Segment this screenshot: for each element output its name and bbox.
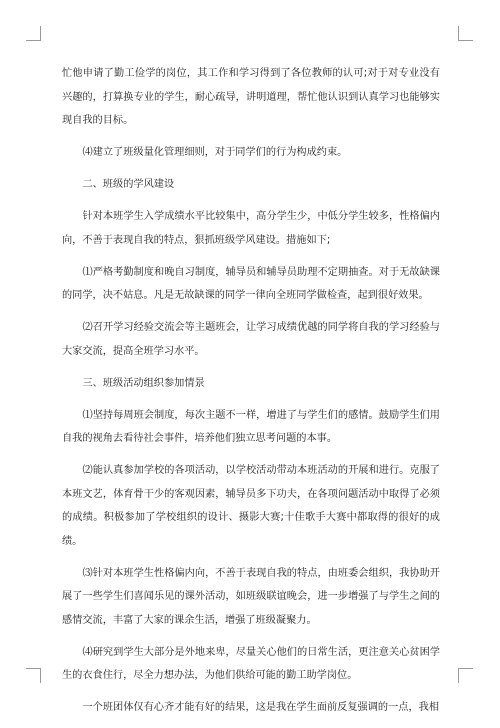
crop-mark-top-left [26, 26, 41, 41]
paragraph: ⑴坚持每周班会制度，每次主题不一样，增进了与学生们的感情。鼓励学生们用自我的视角去看待社会事件，培养他们独立思考问题的本事。 [62, 409, 440, 444]
paragraph: ⑷研究到学生大部分是外地来卑，尽量关心他们的日常生活，更注意关心贫困学生的衣食住行，尽全力想办法，为他们供给可能的勤工助学岗位。 [62, 646, 440, 681]
section-heading: 三、班级活动组织参加情景 [82, 377, 205, 389]
paragraph: ⑴严格考勤制度和晚自习制度，辅导员和辅导员助理不定期抽查。对于无故缺课的同学，决不姑息。凡是无故缺课的同学一律向全班同学做检查，起到很好效果。 [62, 266, 440, 301]
paragraph: ⑶针对本班学生性格偏内向，不善于表现自我的特点，由班委会组织，我协助开展了一些学生们喜闻乐见的课外活动，如班级联谊晚会，进一步增强了与学生之间的感情交流，丰富了大家的课余生活，增强了班级凝聚力。 [62, 567, 440, 626]
paragraph: 一个班团体仅有心齐才能有好的结果，这是我在学生面前反复强调的一点，我相 [82, 702, 440, 713]
document-body [62, 62, 440, 728]
paragraph: ⑵召开学习经验交流会等主题班会，让学习成绩优越的同学将自我的学习经验与大家交流，提高全班学习水平。 [62, 322, 440, 357]
paragraph: ⑷建立了班级量化管理细则，对于同学们的行为构成约束。 [82, 147, 348, 158]
crop-mark-bottom-right [458, 668, 473, 683]
section-heading: 二、班级的学风建设 [82, 179, 175, 190]
crop-mark-top-right [458, 26, 473, 41]
paragraph: 忙他申请了勤工俭学的岗位，其工作和学习得到了各位教师的认可;对于对专业没有兴趣的，打算换专业的学生，耐心疏导，讲明道理，帮忙他认识到认真学习也能够实现自我的目标。 [62, 68, 440, 126]
paragraph: ⑵能认真参加学校的各项活动，以学校活动带动本班活动的开展和进行。克服了本班文艺，体育骨干少的客观因素，辅导员多下功夫，在各项问题活动中取得了必须的成绩。积极参加了学校组织的设计、摄影大赛;十佳歌手大赛中都取得的很好的成绩。 [62, 465, 440, 547]
paragraph: 针对本班学生入学成绩水平比较集中，高分学生少，中低分学生较多，性格偏内向，不善于表现自我的特点，狠抓班级学风建设。措施如下; [62, 211, 440, 246]
crop-mark-bottom-left [26, 668, 41, 683]
